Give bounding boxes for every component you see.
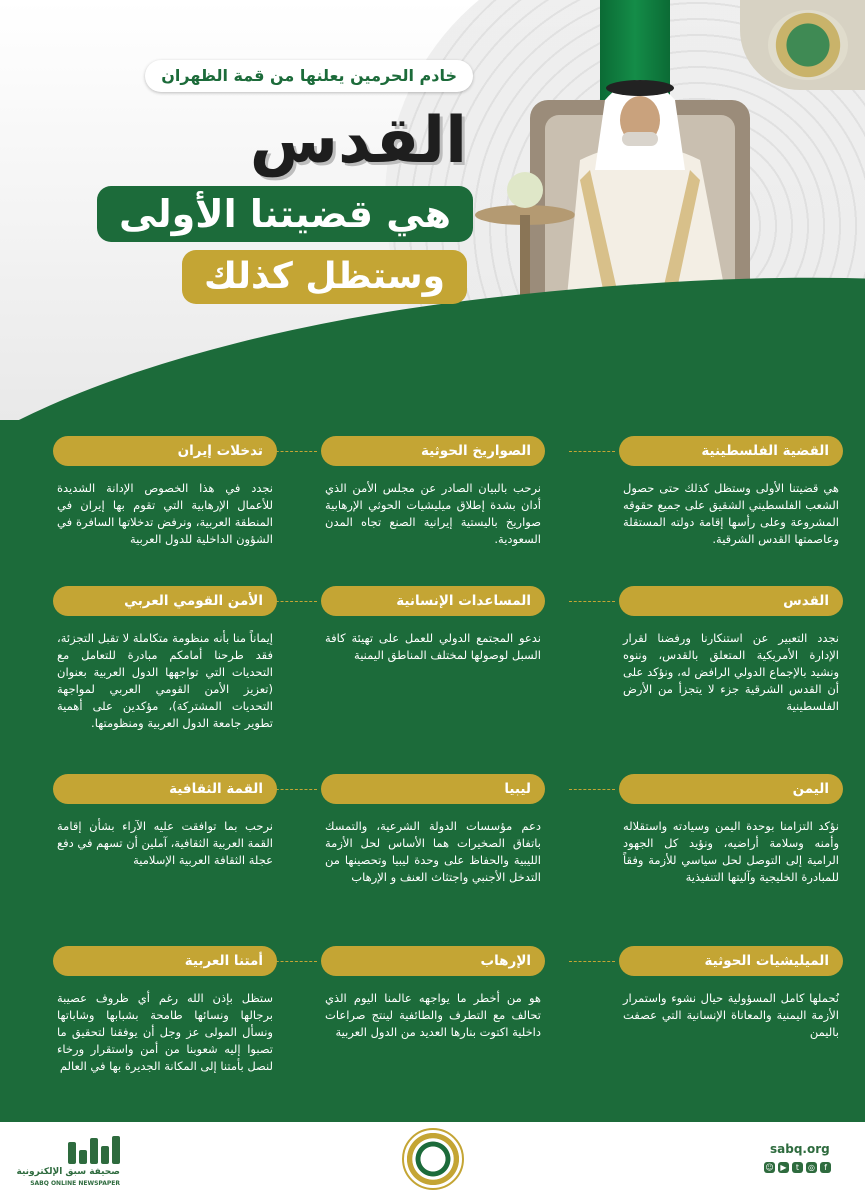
card-body: ندعو المجتمع الدولي للعمل على تهيئة كافة السبل لوصولها لمختلف المناطق اليمنية [325,631,541,662]
card-title: القضية الفلسطينية [619,436,843,466]
instagram-icon[interactable]: ◎ [806,1162,817,1173]
snapchat-icon[interactable]: ☺ [765,1163,774,1172]
connector-line [569,961,615,962]
card-body: هي قضيتنا الأولى وستظل كذلك حتى حصول الشعب الفلسطيني الشقيق على جميع حقوقه المشروعة وعلى رأسها إقامة دولته المستقلة وعاصمتها القدس الشرقية. [623,481,839,546]
card-body: نؤكد التزامنا بوحدة اليمن وسيادته واستقلاله وأمنه وسلامة أراضيه، ونؤيد كل الجهود الرامية إلى التوصل لحل سياسي للأزمة وفقاً للمبادرة الخليجية وآليتها التنفيذية [623,819,839,884]
card-jerusalem [619,586,843,715]
headline-subtitle: خادم الحرمين يعلنها من قمة الظهران [145,60,473,92]
card-title: الإرهاب [321,946,545,976]
card-body: هو من أخطر ما يواجهه عالمنا اليوم الذي تحالف مع التطرف والطائفية لينتج صراعات داخلية اكتوت بنارها العديد من الدول العربية [325,991,541,1039]
card-body: إيماناً منا بأنه منظومة متكاملة لا تقبل التجزئة، فقد طرحنا أمامكم مبادرة للتعامل مع التحديات التي تواجهها الدول العربية بعنوان (تعزيز الأمن القومي العربي لمواجهة التحديات المشتركة)، مؤكدين على أهمية تطوير جامعة الدول العربية ومنظومتها. [57,631,273,730]
card-title: تدخلات إيران [53,436,277,466]
youtube-icon[interactable]: ▶ [778,1162,789,1173]
card-body: دعم مؤسسات الدولة الشرعية، والتمسك باتفاق الصخيرات هما الأساس لحل الأزمة الليبية والحفاظ على وحدة ليبيا وتحصينها من التدخل الأجنبي واجتثاث العنف و الإرهاب [325,819,541,884]
connector-line [569,601,615,602]
sabq-logo-icon [40,1134,120,1164]
footer [0,1122,865,1200]
connector-line [271,451,317,452]
card-title: المساعدات الإنسانية [321,586,545,616]
brand-name-en: SABQ ONLINE NEWSPAPER [30,1180,120,1187]
card-body: نجدد في هذا الخصوص الإدانة الشديدة للأعمال الإرهابية التي تقوم بها إيران في المنطقة العربية، ونرفض تدخلاتها السافرة في الشؤون الداخلية للدول العربية [57,481,273,546]
page-title: القدس [249,104,467,178]
card-body: ستظل بإذن الله رغم أي ظروف عصيبة برجالها ونسائها طامحة بشبابها وشاباتها ونسأل المولى عز وجل أن يوفقنا لتحقيق ما تصبوا إليه شعوبنا من أمن واستقرار ورخاء لنصل بأمتنا إلى المكانة الجديرة بها في العالم [57,991,273,1073]
card-libya [321,774,545,886]
card-houthi-militias [619,946,843,1041]
card-cultural-summit [53,774,277,869]
connector-line [569,789,615,790]
connector-line [271,601,317,602]
card-title: ليبيا [321,774,545,804]
connector-line [271,961,317,962]
card-body: نُحملها كامل المسؤولية حيال نشوء واستمرار الأزمة اليمنية والمعاناة الإنسانية التي عصفت باليمن [623,991,839,1039]
card-title: الأمن القومي العربي [53,586,277,616]
card-palestinian-cause [619,436,843,548]
summit-seal-icon [402,1128,464,1190]
card-yemen [619,774,843,886]
card-arab-national-security [53,586,277,732]
card-humanitarian-aid [321,586,545,664]
twitter-icon[interactable]: t [792,1162,803,1173]
sabq-logo[interactable] [16,1134,120,1190]
card-terrorism [321,946,545,1041]
connector-line [271,789,317,790]
hero-section [0,0,865,420]
facebook-icon[interactable]: f [820,1162,831,1173]
social-icons [764,1162,831,1173]
card-title: أمتنا العربية [53,946,277,976]
title-line-3: وستظل كذلك [182,250,467,304]
card-title: القدس [619,586,843,616]
card-title: اليمن [619,774,843,804]
card-body: نرحب بالبيان الصادر عن مجلس الأمن الذي أدان بشدة إطلاق ميليشيات الحوثي الإرهابية صواريخ باليستية إيرانية الصنع تجاه المدن السعودية. [325,481,541,546]
card-body: نجدد التعبير عن استنكارنا ورفضنا لقرار الإدارة الأمريكية المتعلق بالقدس، وننوه ونشيد بالإجماع الدولي الرافض له، ونؤكد على أن القدس الشرقية جزء لا يتجزأ من الأرض الفلسطينية [623,631,839,713]
card-title: الميليشيات الحوثية [619,946,843,976]
site-url[interactable]: sabq.org [770,1142,830,1156]
card-title: الصواريخ الحوثية [321,436,545,466]
brand-name-ar: صحيفة سبق الإلكترونية [16,1167,120,1177]
card-houthi-missiles [321,436,545,548]
card-title: القمة الثقافية [53,774,277,804]
card-iran-interference [53,436,277,548]
connector-line [569,451,615,452]
title-line-2: هي قضيتنا الأولى [97,186,473,242]
card-body: نرحب بما توافقت عليه الآراء بشأن إقامة القمة العربية الثقافية، آملين أن تسهم في دفع عجلة الثقافة العربية الإسلامية [57,819,273,867]
statements-grid [0,420,865,1110]
card-arab-nation [53,946,277,1075]
